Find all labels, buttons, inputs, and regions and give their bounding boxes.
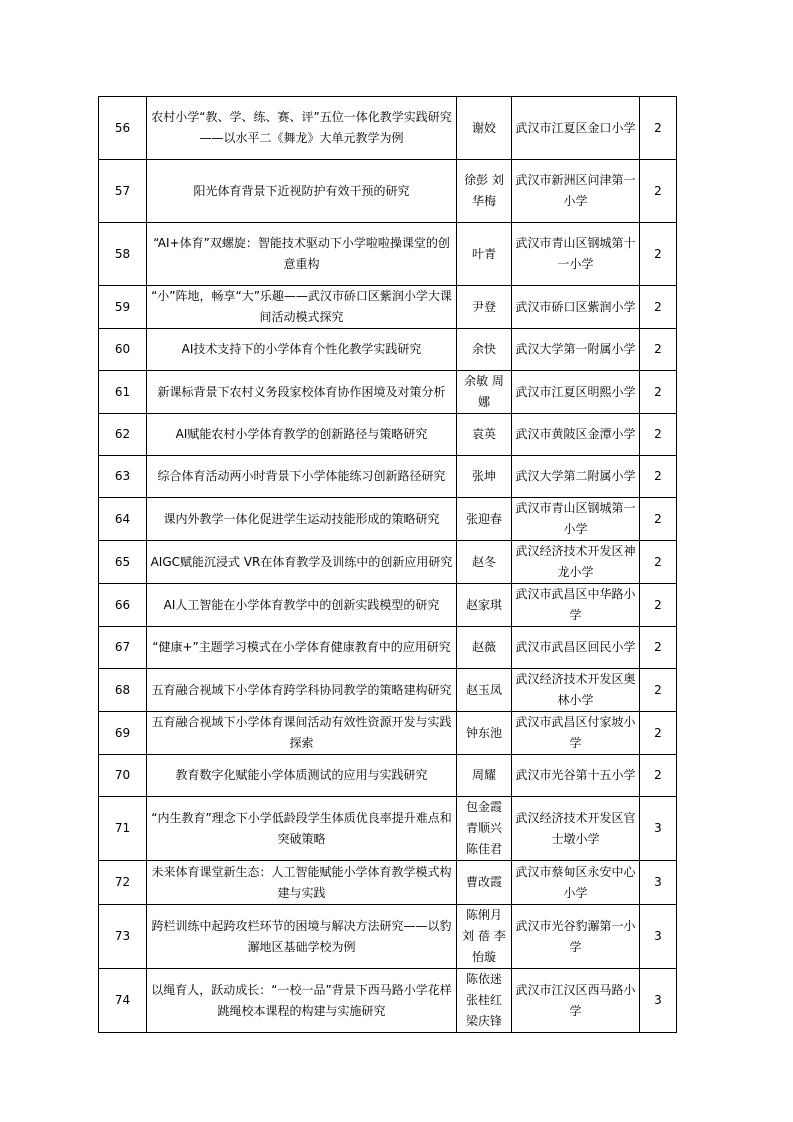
row-number: 61 (99, 371, 147, 414)
author-name: 陈俐月 刘 蓓 李怡璇 (457, 905, 512, 969)
school-name: 武汉市江夏区金口小学 (512, 97, 640, 160)
award-grade: 2 (640, 669, 677, 712)
row-number: 69 (99, 712, 147, 755)
table-row (99, 755, 677, 797)
award-grade: 2 (640, 97, 677, 160)
school-name: 武汉市青山区钢城第十一小学 (512, 223, 640, 286)
award-grade: 2 (640, 286, 677, 329)
table-row (99, 861, 677, 905)
author-name: 包金霞 青顺兴 陈佳君 (457, 797, 512, 861)
row-number: 74 (99, 969, 147, 1033)
author-name: 曹改霞 (457, 861, 512, 905)
school-name: 武汉市武昌区中华路小学 (512, 584, 640, 627)
school-name: 武汉市江夏区明熙小学 (512, 371, 640, 414)
author-name: 周耀 (457, 755, 512, 797)
table-row (99, 797, 677, 861)
award-grade: 3 (640, 861, 677, 905)
school-name: 武汉市新洲区问津第一小学 (512, 160, 640, 223)
paper-title: 以绳育人，跃动成长：“一校一品”背景下西马路小学花样跳绳校本课程的构建与实施研究 (147, 969, 457, 1033)
table-row (99, 498, 677, 541)
paper-title: “AI+体育”双螺旋：智能技术驱动下小学啦啦操课堂的创意重构 (147, 223, 457, 286)
award-grade: 2 (640, 329, 677, 371)
table-row (99, 97, 677, 160)
author-name: 赵家琪 (457, 584, 512, 627)
author-name: 张坤 (457, 456, 512, 498)
table-row (99, 905, 677, 969)
school-name: 武汉经济技术开发区官士墩小学 (512, 797, 640, 861)
paper-title: 综合体育活动两小时背景下小学体能练习创新路径研究 (147, 456, 457, 498)
paper-title: 跨栏训练中起跨攻栏环节的困境与解决方法研究——以豹澥地区基础学校为例 (147, 905, 457, 969)
award-grade: 3 (640, 969, 677, 1033)
paper-title: 未来体育课堂新生态：人工智能赋能小学体育教学模式构建与实践 (147, 861, 457, 905)
award-grade: 2 (640, 584, 677, 627)
school-name: 武汉经济技术开发区神龙小学 (512, 541, 640, 584)
table-row (99, 669, 677, 712)
paper-title: 新课标背景下农村义务段家校体育协作困境及对策分析 (147, 371, 457, 414)
row-number: 57 (99, 160, 147, 223)
table-row (99, 541, 677, 584)
row-number: 60 (99, 329, 147, 371)
paper-title: 课内外教学一体化促进学生运动技能形成的策略研究 (147, 498, 457, 541)
school-name: 武汉市光谷豹澥第一小学 (512, 905, 640, 969)
table-row (99, 414, 677, 456)
table-row (99, 584, 677, 627)
table-row (99, 223, 677, 286)
author-name: 谢姣 (457, 97, 512, 160)
award-grade: 2 (640, 223, 677, 286)
school-name: 武汉市武昌区付家坡小学 (512, 712, 640, 755)
school-name: 武汉市江汉区西马路小学 (512, 969, 640, 1033)
row-number: 63 (99, 456, 147, 498)
award-grade: 2 (640, 541, 677, 584)
award-grade: 2 (640, 712, 677, 755)
award-grade: 2 (640, 627, 677, 669)
paper-title: AI人工智能在小学体育教学中的创新实践模型的研究 (147, 584, 457, 627)
row-number: 62 (99, 414, 147, 456)
paper-title: “健康+”主题学习模式在小学体育健康教育中的应用研究 (147, 627, 457, 669)
author-name: 张迎春 (457, 498, 512, 541)
row-number: 67 (99, 627, 147, 669)
school-name: 武汉经济技术开发区奥林小学 (512, 669, 640, 712)
author-name: 余敏 周娜 (457, 371, 512, 414)
paper-title: 五育融合视域下小学体育跨学科协同教学的策略建构研究 (147, 669, 457, 712)
author-name: 袁英 (457, 414, 512, 456)
award-grade: 2 (640, 498, 677, 541)
award-grade: 2 (640, 371, 677, 414)
paper-title: “内生教育”理念下小学低龄段学生体质优良率提升难点和突破策略 (147, 797, 457, 861)
table-row (99, 969, 677, 1033)
table-row (99, 627, 677, 669)
author-name: 尹登 (457, 286, 512, 329)
author-name: 叶青 (457, 223, 512, 286)
row-number: 66 (99, 584, 147, 627)
row-number: 73 (99, 905, 147, 969)
row-number: 64 (99, 498, 147, 541)
school-name: 武汉市黄陂区金潭小学 (512, 414, 640, 456)
paper-title: 农村小学“教、学、练、赛、评”五位一体化教学实践研究——以水平二《舞龙》大单元教学为例 (147, 97, 457, 160)
paper-title: AIGC赋能沉浸式 VR在体育教学及训练中的创新应用研究 (147, 541, 457, 584)
paper-title: 五育融合视域下小学体育课间活动有效性资源开发与实践探索 (147, 712, 457, 755)
table-row (99, 712, 677, 755)
school-name: 武汉市硚口区紫润小学 (512, 286, 640, 329)
award-grade: 3 (640, 905, 677, 969)
paper-title: AI技术支持下的小学体育个性化教学实践研究 (147, 329, 457, 371)
row-number: 58 (99, 223, 147, 286)
row-number: 71 (99, 797, 147, 861)
school-name: 武汉市武昌区回民小学 (512, 627, 640, 669)
school-name: 武汉市蔡甸区永安中心小学 (512, 861, 640, 905)
author-name: 余快 (457, 329, 512, 371)
school-name: 武汉市光谷第十五小学 (512, 755, 640, 797)
school-name: 武汉大学第一附属小学 (512, 329, 640, 371)
table-row (99, 371, 677, 414)
row-number: 72 (99, 861, 147, 905)
table-row (99, 329, 677, 371)
award-grade: 2 (640, 456, 677, 498)
author-name: 陈依迷 张桂红 梁庆锋 (457, 969, 512, 1033)
award-grade: 2 (640, 160, 677, 223)
paper-title: 教育数字化赋能小学体质测试的应用与实践研究 (147, 755, 457, 797)
table-row (99, 286, 677, 329)
row-number: 65 (99, 541, 147, 584)
author-name: 赵玉凤 (457, 669, 512, 712)
author-name: 赵冬 (457, 541, 512, 584)
school-name: 武汉大学第二附属小学 (512, 456, 640, 498)
paper-title: 阳光体育背景下近视防护有效干预的研究 (147, 160, 457, 223)
author-name: 徐彭 刘华梅 (457, 160, 512, 223)
paper-title: AI赋能农村小学体育教学的创新路径与策略研究 (147, 414, 457, 456)
table-row (99, 160, 677, 223)
row-number: 68 (99, 669, 147, 712)
row-number: 56 (99, 97, 147, 160)
award-grade: 2 (640, 755, 677, 797)
award-grade: 3 (640, 797, 677, 861)
row-number: 70 (99, 755, 147, 797)
author-name: 钟东池 (457, 712, 512, 755)
award-grade: 2 (640, 414, 677, 456)
author-name: 赵薇 (457, 627, 512, 669)
table-row (99, 456, 677, 498)
row-number: 59 (99, 286, 147, 329)
results-table (98, 96, 677, 1033)
school-name: 武汉市青山区钢城第一小学 (512, 498, 640, 541)
paper-title: “小”阵地，畅享“大”乐趣——武汉市硚口区紫润小学大课间活动模式探究 (147, 286, 457, 329)
